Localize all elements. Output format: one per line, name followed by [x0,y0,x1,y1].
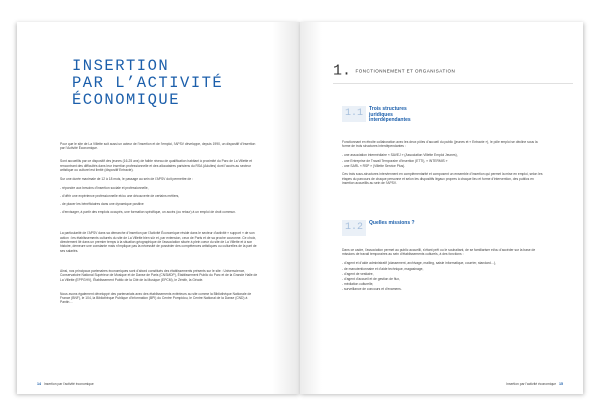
list-item: - d’agent de vestiaire, [342,272,544,276]
right-page [300,22,583,394]
section-header [333,62,573,80]
list-item: - de manutentionnaire et d’aide technique, magasinage, [342,267,544,271]
list-item: - médiation culturelle, [342,282,544,286]
list-item: - une association intermédiaire « SAVEJ » (Association Villette Emploi Jeunes), [342,153,544,157]
book-spread [17,22,583,394]
paragraph: Ainsi, nos principaux partenaires économiques sont d’abord constitués des établissements présents sur le site : Universcience, Conservatoire National Supérieur de Musique et de Danse de Paris (CNSMDP), Établissement Public du Parc et de la Grande Halle de La Villette (EPPGHV), Établissement Public de la Cité de la Musique (EPCM), le Zénith, la Géode. [60,268,258,282]
header-rule [333,83,573,84]
list-item: - d’offrir une expérience professionnelle et/ou une découverte de certains métiers, [60,194,258,198]
running-title: Insertion par l’activité économique [43,382,94,386]
paragraph: Fonctionnant en étroite collaboration avec les deux pôles d’accueil du public (jeunes et « Entracte »), le pôle emploi se décline sous la forme de trois structures interdépendantes : [342,140,538,149]
paragraph: La particularité de l’APSV dans sa démarche d’Insertion par l’Activité Économique réside dans le secteur d’activité « support » de son action : les établissements culturels du site de La Villette bien sûr et, par extension, ceux de Paris et de sa proche couronne. Ce choix, directement lié dans un premier temps à la situation géographique de l’association située à plein cœur du site de La Villette et à son histoire, demeure une constante mais n’implique pas la nécessité de posséder des compétences artistiques ou culturelles de la part de ses salariés. [60,231,257,253]
subsection-title: Trois structures juridiques interdépendantes [369,106,411,124]
subsection-number: 1.1 [342,106,366,122]
page-number: 15 [559,382,563,386]
bullet-list [342,153,544,168]
list-item: - répondre aux besoins d’insertion sociale et professionnelle, [60,186,258,190]
paragraph: Sont accueillis par ce dispositif des jeunes (16-25 ans) de faible niveau de qualification habitant à proximité du Parc de La Villette et rencontrant des difficultés dans leur insertion professionnelle et des allocataires parisiens du RSA (Adultes) dont l’accès au secteur artistique ou culturel est limité (dispositif Entracte). [60,159,253,173]
list-item: - une Entreprise de Travail Temporaire d’Insertion (ETTI), « INTERMIS » [342,159,544,163]
subsection-number: 1.2 [342,220,366,236]
subsection-title: Quelles missions ? [369,220,415,226]
paragraph: Ces trois sous-structures interviennent en complémentarité et composent un ensemble d’insertion qui permet la mise en emploi, selon les étapes du parcours de chaque personne et selon les dispositifs légaux propres à chaque lieu et forme d’intervention, des publics en insertion accueillis au sein de l’APSV. [342,172,543,186]
chapter-title-line: PAR L’ACTIVITÉ [72,74,224,92]
page-footer-left [35,382,94,386]
chapter-title-line: ÉCONOMIQUE [72,91,181,109]
subsection-1-2-body [342,248,544,296]
list-item: - d’agent et d’aide administratif (classement, archivage, mailing, saisie informatique, courrier, standard…), [342,261,544,265]
paragraph: Dans ce cadre, l’association permet au public accueilli, s’étant prêt ou le souhaitant, de se familiariser et/ou d’accéder sur la base de missions de travail temporaires au sein d’établissements culturels, à des fonctions : [342,248,536,257]
gutter-shadow [300,22,322,394]
running-title: Insertion par l’activité économique [506,382,557,386]
left-page [17,22,300,394]
list-item: - surveillance de concours et d’examens. [342,287,544,291]
chapter-title-line: INSERTION [72,57,170,75]
section-number: 1. [333,62,352,80]
page-footer-right [506,382,565,386]
bullet-list [60,186,258,214]
subsection-1-1-body [342,140,544,190]
paragraph: Pour que le site de La Villette soit aussi un acteur de l’insertion et de l’emploi, l’APSV développe, depuis 1990, un dispositif d’Insertion par l’Activité Économique. [60,142,256,151]
paragraph: Nous avons également développé des partenariats avec des établissements extérieurs au site comme la Bibliothèque Nationale de France (BNF), le 104, la Bibliothèque Publique d’Information (BPI) du Centre Pompidou, le Centre National de la Danse (CND) à Pantin… [60,291,252,305]
chapter-title [72,58,292,109]
bullet-list [342,261,544,291]
list-item: - d’envisager, à partir des emplois occupés, une formation spécifique, un accès (ou retour) à un emploi de droit commun. [60,210,258,214]
section-heading: FONCTIONNEMENT ET ORGANISATION [355,68,456,74]
list-item: - de placer les bénéficiaires dans une dynamique positive [60,202,258,206]
paragraph: Sur une durée maximale de 12 à 18 mois, le passage au sein de l’APSV doit permettre de : [60,177,194,182]
left-body-text [60,142,258,309]
list-item: - une SARL « RSP » (Villette Service Plus). [342,164,544,168]
list-item: - d’agent d’accueil et de gestion de flux, [342,277,544,281]
page-number: 14 [37,382,41,386]
